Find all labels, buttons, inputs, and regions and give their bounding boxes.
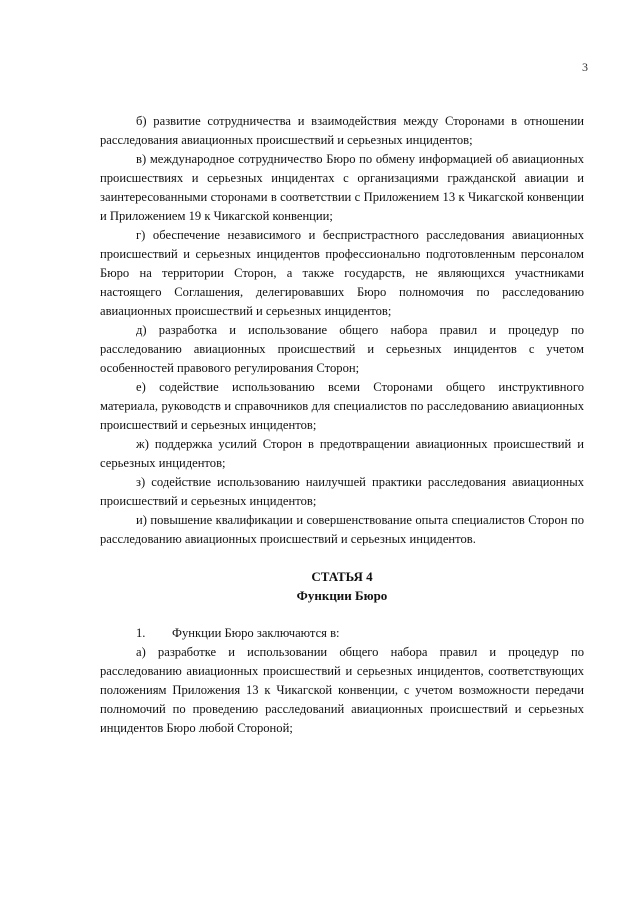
paragraph-b: б) развитие сотрудничества и взаимодействия между Сторонами в отношении расследования авиационных происшествий и серьезных инцидентов; [100, 114, 584, 147]
article-heading [100, 567, 584, 605]
paragraph-i: и) повышение квалификации и совершенствование опыта специалистов Сторон по расследованию авиационных происшествий и серьезных инцидентов. [100, 513, 584, 546]
paragraph-v: в) международное сотрудничество Бюро по обмену информацией об авиационных происшествиях и серьезных инцидентах с организациями гражданской авиации и заинтересованными сторонами в соответствии с Приложением 13 к Чикагской конвенции и Приложением 19 к Чикагской конвенции; [100, 152, 584, 223]
paragraph-e: е) содействие использованию всеми Сторонами общего инструктивного материала, руководств и справочников для специалистов по расследованию авиационных происшествий и серьезных инцидентов; [100, 380, 584, 432]
article-title: Функции Бюро [296, 588, 388, 603]
clause-1 [100, 624, 584, 643]
clause-1-number: 1. [136, 626, 146, 640]
paragraph-zh: ж) поддержка усилий Сторон в предотвращении авиационных происшествий и серьезных инцидентов; [100, 437, 584, 470]
paragraph-a: а) разработке и использовании общего набора правил и процедур по расследованию авиационных происшествий и серьезных инцидентов, соответствующих положениям Приложения 13 к Чикагской конвенции, с учетом возможности передачи полномочий по проведению расследований авиационных происшествий и серьезных инцидентов Бюро любой Стороной; [100, 645, 584, 735]
document-body [100, 112, 584, 738]
section-spacer [100, 605, 584, 624]
paragraph-g: г) обеспечение независимого и беспристрастного расследования авиационных происшествий и серьезных инцидентов профессионально подготовленным персоналом Бюро на территории Сторон, а также государств, не являющихся участниками настоящего Соглашения, делегировавших Бюро полномочия по расследованию авиационных происшествий и серьезных инцидентов; [100, 228, 584, 318]
paragraph-d: д) разработка и использование общего набора правил и процедур по расследованию авиационных происшествий и серьезных инцидентов с учетом особенностей правового регулирования Сторон; [100, 323, 584, 375]
page-number: 3 [582, 60, 588, 74]
article-number: СТАТЬЯ 4 [311, 569, 373, 584]
paragraph-z: з) содействие использованию наилучшей практики расследования авиационных происшествий и серьезных инцидентов; [100, 475, 584, 508]
clause-1-text: Функции Бюро заключаются в: [172, 626, 340, 640]
